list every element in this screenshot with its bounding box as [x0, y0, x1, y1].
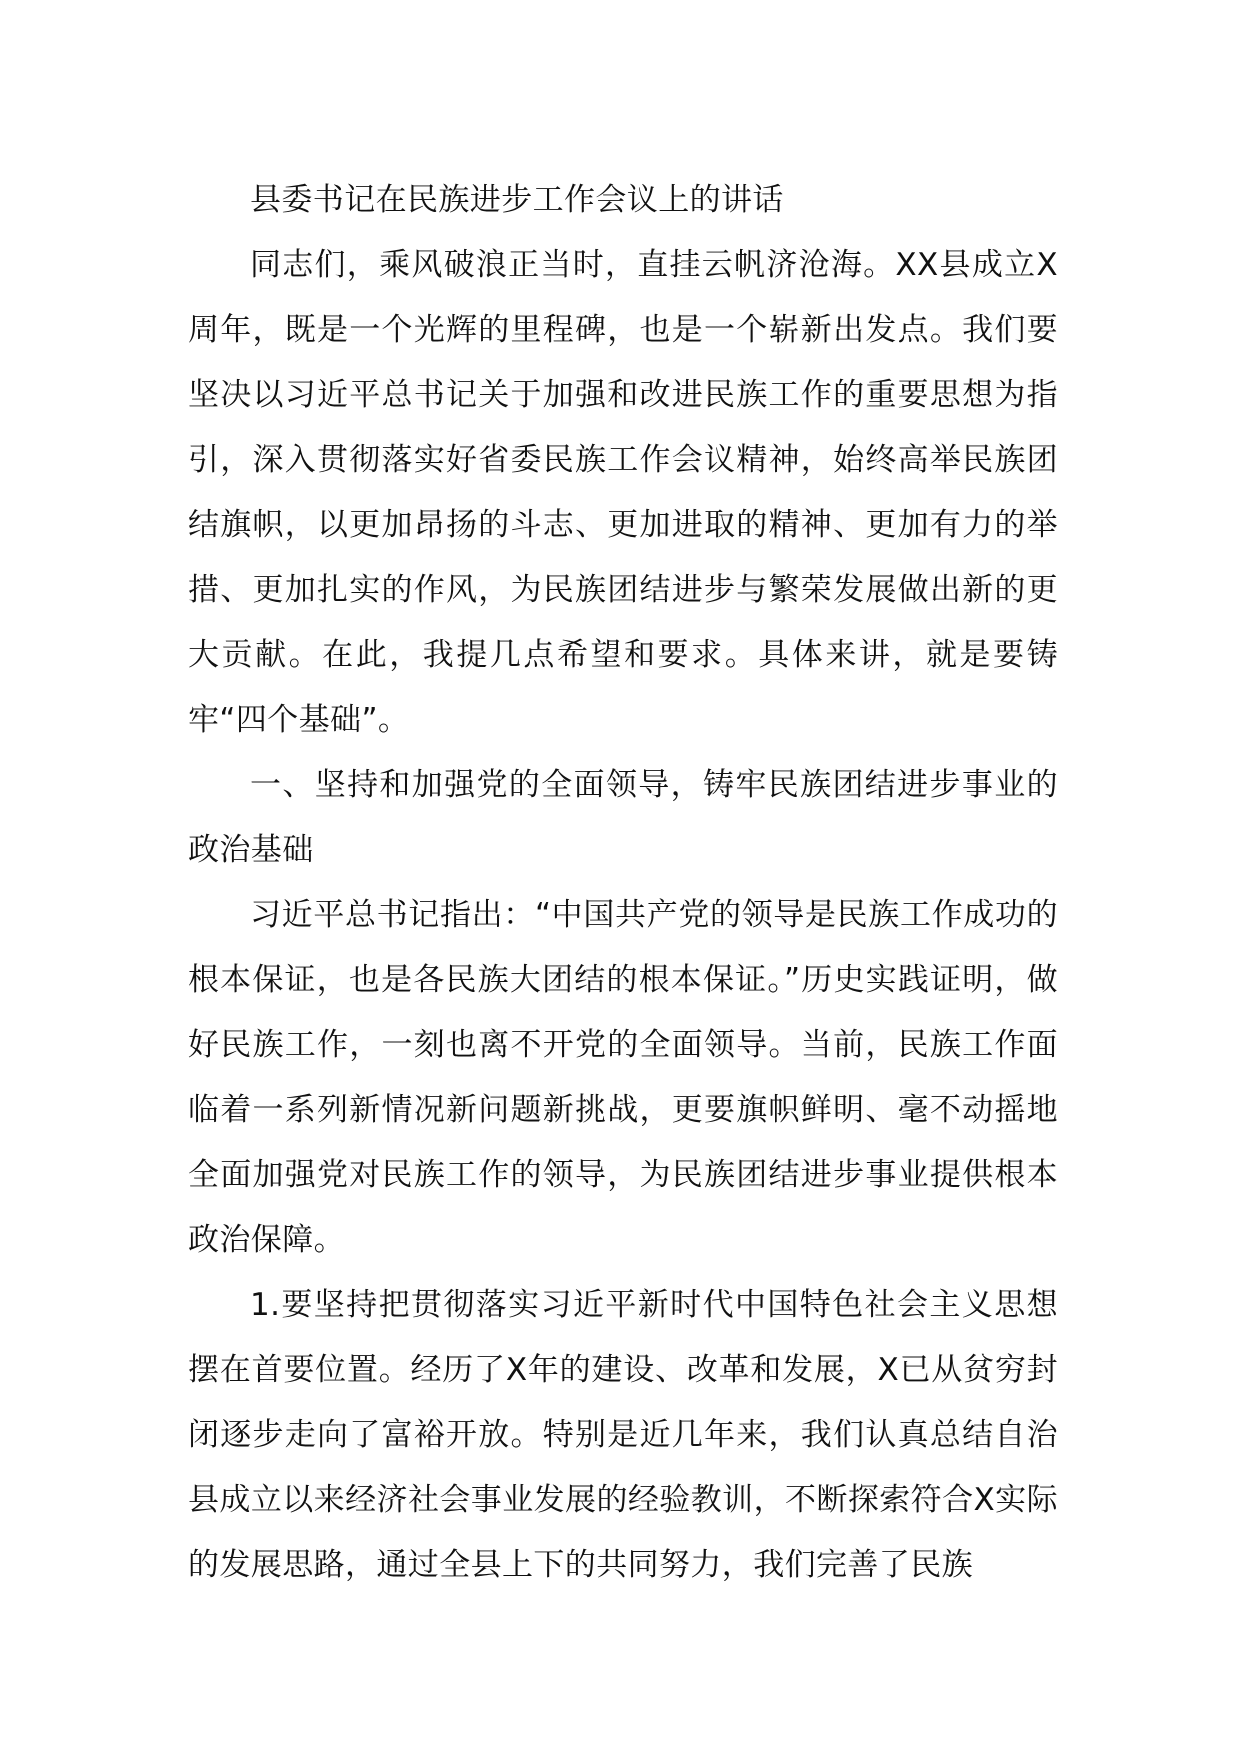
paragraph-section-1: 习近平总书记指出：“中国共产党的领导是民族工作成功的根本保证，也是各民族大团结的根本保证。”历史实践证明，做好民族工作，一刻也离不开党的全面领导。当前，民族工作面临着一系列新情况新问题新挑战，更要旗帜鲜明、毫不动摇地全面加强党对民族工作的领导，为民族团结进步事业提供根本政治保障。 — [188, 897, 1058, 1258]
section-heading-1: 一、坚持和加强党的全面领导，铸牢民族团结进步事业的政治基础 — [188, 767, 1058, 868]
paragraph-opening: 同志们，乘风破浪正当时，直挂云帆济沧海。XX县成立X周年，既是一个光辉的里程碑，也是一个崭新出发点。我们要坚决以习近平总书记关于加强和改进民族工作的重要思想为指引，深入贯彻落实好省委民族工作会议精神，始终高举民族团结旗帜，以更加昂扬的斗志、更加进取的精神、更加有力的举措、更加扎实的作风，为民族团结进步与繁荣发展做出新的更大贡献。在此，我提几点希望和要求。具体来讲，就是要铸牢“四个基础”。 — [188, 247, 1058, 738]
document-body — [188, 168, 1058, 1598]
speech-title: 县委书记在民族进步工作会议上的讲话 — [250, 182, 784, 218]
paragraph-point-1: 1.要坚持把贯彻落实习近平新时代中国特色社会主义思想摆在首要位置。经历了X年的建设、改革和发展，X已从贫穷封闭逐步走向了富裕开放。特别是近几年来，我们认真总结自治县成立以来经济社会事业发展的经验教训，不断探索符合X实际的发展思路，通过全县上下的共同努力，我们完善了民族 — [188, 1287, 1058, 1583]
